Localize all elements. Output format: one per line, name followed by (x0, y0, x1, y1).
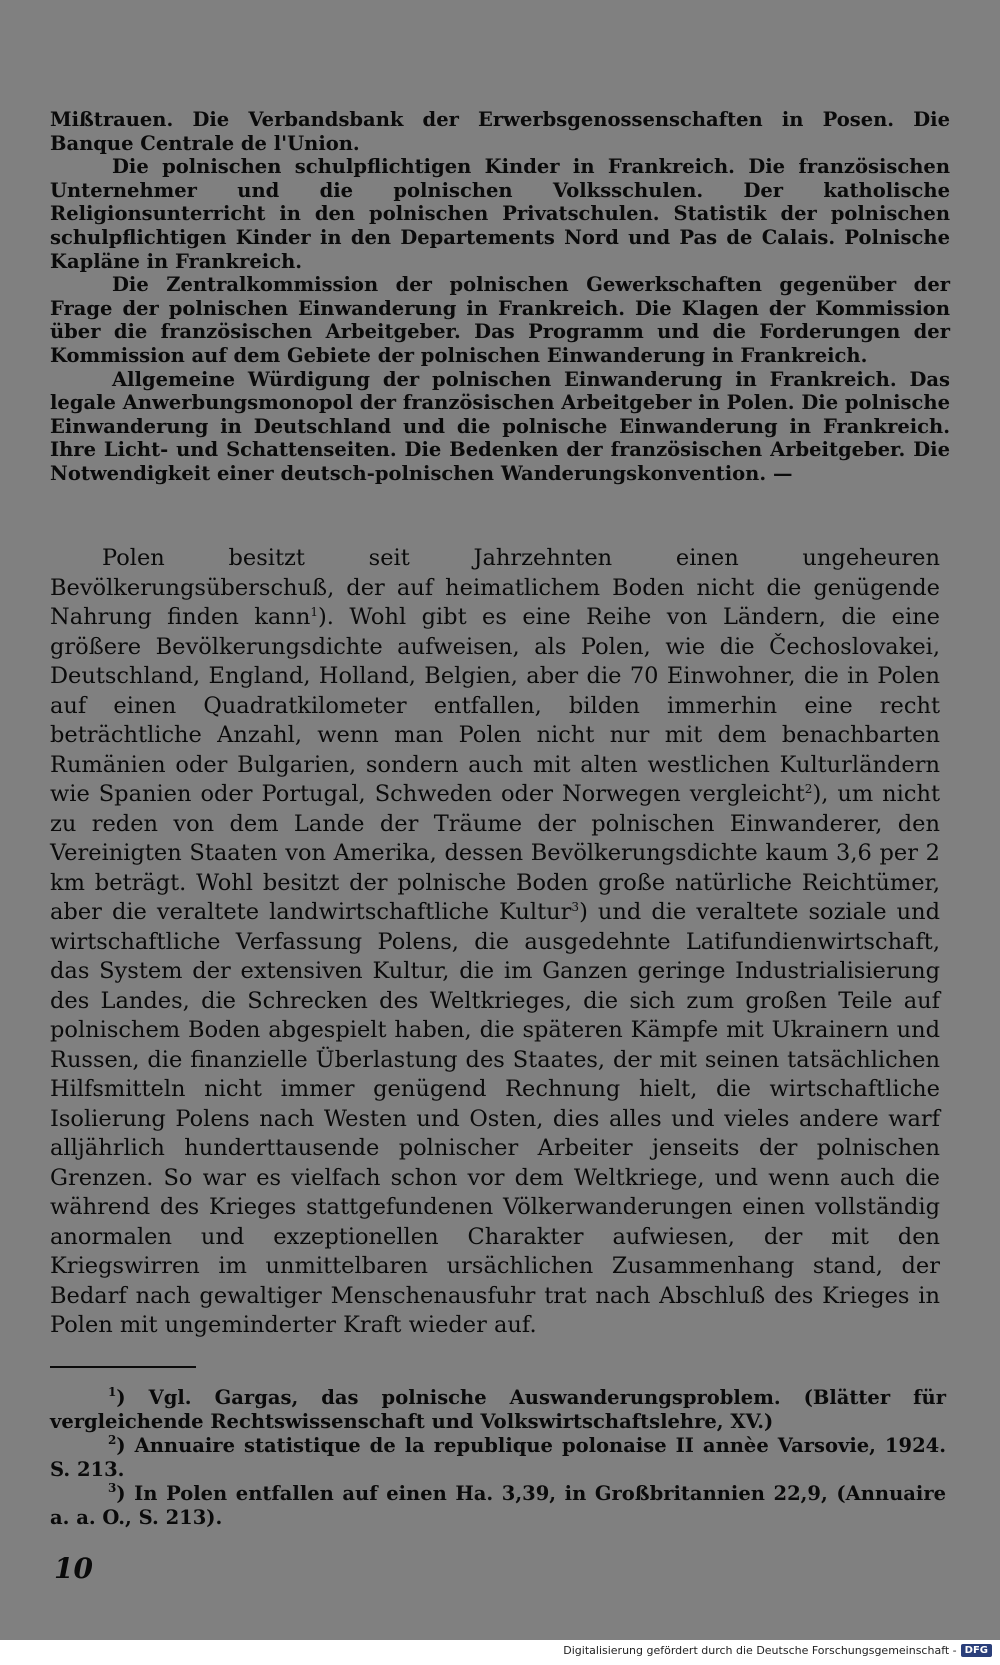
chapter-summary (50, 108, 950, 486)
text-segment: ), um nicht zu reden von dem Lande der Träume der polnischen Einwanderer, den Vereinigten Staaten von Amerika, dessen Bevölkerungsdichte kaum 3,6 per 2 km beträgt. Wohl besitzt der polnische Boden große natürliche Reichtümer, aber die veraltete landwirtschaftliche Kultur (50, 781, 940, 925)
summary-paragraph: Allgemeine Würdigung der polnischen Einwanderung in Frankreich. Das legale Anwerbungsmonopol der französischen Arbeitgeber in Polen. Die polnische Einwanderung in Deutschland und die polnische Einwanderung in Frankreich. Ihre Licht- und Schattenseiten. Die Bedenken der französischen Arbeitgeber. Die Notwendigkeit einer deutsch-polnischen Wanderungskonvention. — (50, 367, 950, 485)
footnote-mark: 3 (108, 1481, 117, 1495)
footnote-mark: 2 (108, 1433, 117, 1447)
footnote (50, 1386, 946, 1434)
footnote-text: ) Annuaire statistique de la republique polonaise II annèe Varsovie, 1924. S. 213. (50, 1434, 946, 1481)
footnote-ref: 3 (571, 900, 580, 914)
text-segment: ). Wohl gibt es eine Reihe von Ländern, die eine größere Bevölkerungsdichte aufweisen, als Polen, wie die Čechoslovakei, Deutschland, England, Holland, Belgien, aber die 70 Einwohner, die in Polen auf einen Quadratkilometer entfallen, bilden immerhin eine recht beträchtliche Anzahl, wenn man Polen nicht nur mit dem benachbarten Rumänien oder Bulgarien, sondern auch mit alten westlichen Kulturländern wie Spanien oder Portugal, Schweden oder Norwegen vergleicht (50, 604, 940, 807)
footnote-ref: 1 (310, 605, 318, 619)
footnotes (50, 1386, 946, 1530)
funding-credit (563, 1644, 992, 1657)
footnote-text: ) Vgl. Gargas, das polnische Auswanderungsproblem. (Blätter für vergleichende Rechtswissenschaft und Volkswirtschaftslehre, XV.) (50, 1386, 946, 1433)
text-segment: Polen besitzt seit Jahrzehnten einen ungeheuren Bevölkerungsüberschuß, der auf heimatlichem Boden nicht die genügende Nahrung finden kann (50, 545, 940, 630)
footnote (50, 1434, 946, 1482)
page-number: 10 (54, 1552, 93, 1585)
footnote-divider (50, 1366, 196, 1368)
footnote-mark: 1 (108, 1385, 117, 1399)
credit-text: Digitalisierung gefördert durch die Deutsche Forschungsgemeinschaft - (563, 1644, 957, 1657)
text-segment: ) und die veraltete soziale und wirtschaftliche Verfassung Polens, die ausgedehnte Latifundienwirtschaft, das System der extensiven Kultur, die im Ganzen geringe Industrialisierung des Landes, die Schrecken des Weltkrieges, die sich zum großen Teile auf polnischem Boden abgespielt haben, die späteren Kämpfe mit Ukrainern und Russen, die finanzielle Überlastung des Staates, der mit seinen tatsächlichen Hilfsmitteln nicht immer genügend Rechnung hielt, die wirtschaftliche Isolierung Polens nach Westen und Osten, dies alles und vieles andere warf alljährlich hunderttausende polnischer Arbeiter jenseits der polnischen Grenzen. So war es vielfach schon vor dem Weltkriege, und wenn auch die während des Krieges stattgefundenen Völkerwanderungen einen vollständig anormalen und exzeptionellen Charakter aufwiesen, der mit den Kriegswirren im unmittelbaren ursächlichen Zusammenhang stand, der Bedarf nach gewaltiger Menschenausfuhr trat nach Abschluß des Krieges in Polen mit ungeminderter Kraft wieder auf. (50, 899, 940, 1338)
footnote-text: ) In Polen entfallen auf einen Ha. 3,39, in Großbritannien 22,9, (Annuaire a. a. O., S. 213). (50, 1482, 946, 1529)
footnote (50, 1482, 946, 1530)
summary-paragraph: Mißtrauen. Die Verbandsbank der Erwerbsgenossenschaften in Posen. Die Banque Centrale de l'Union. (50, 108, 950, 155)
body-paragraph (50, 544, 940, 1341)
dfg-logo-icon: DFG (961, 1644, 992, 1657)
credit-bar (0, 1640, 1000, 1665)
summary-paragraph: Die polnischen schulpflichtigen Kinder in Frankreich. Die französischen Unternehmer und die polnischen Volksschulen. Der katholische Religionsunterricht in den polnischen Privatschulen. Statistik der polnischen schulpflichtigen Kinder in den Departements Nord und Pas de Calais. Polnische Kapläne in Frankreich. (50, 155, 950, 273)
summary-paragraph: Die Zentralkommission der polnischen Gewerkschaften gegenüber der Frage der polnischen Einwanderung in Frankreich. Die Klagen der Kommission über die französischen Arbeitgeber. Das Programm und die Forderungen der Kommission auf dem Gebiete der polnischen Einwanderung in Frankreich. (50, 273, 950, 367)
main-text (50, 544, 940, 1341)
footnote-ref: 2 (804, 782, 813, 796)
